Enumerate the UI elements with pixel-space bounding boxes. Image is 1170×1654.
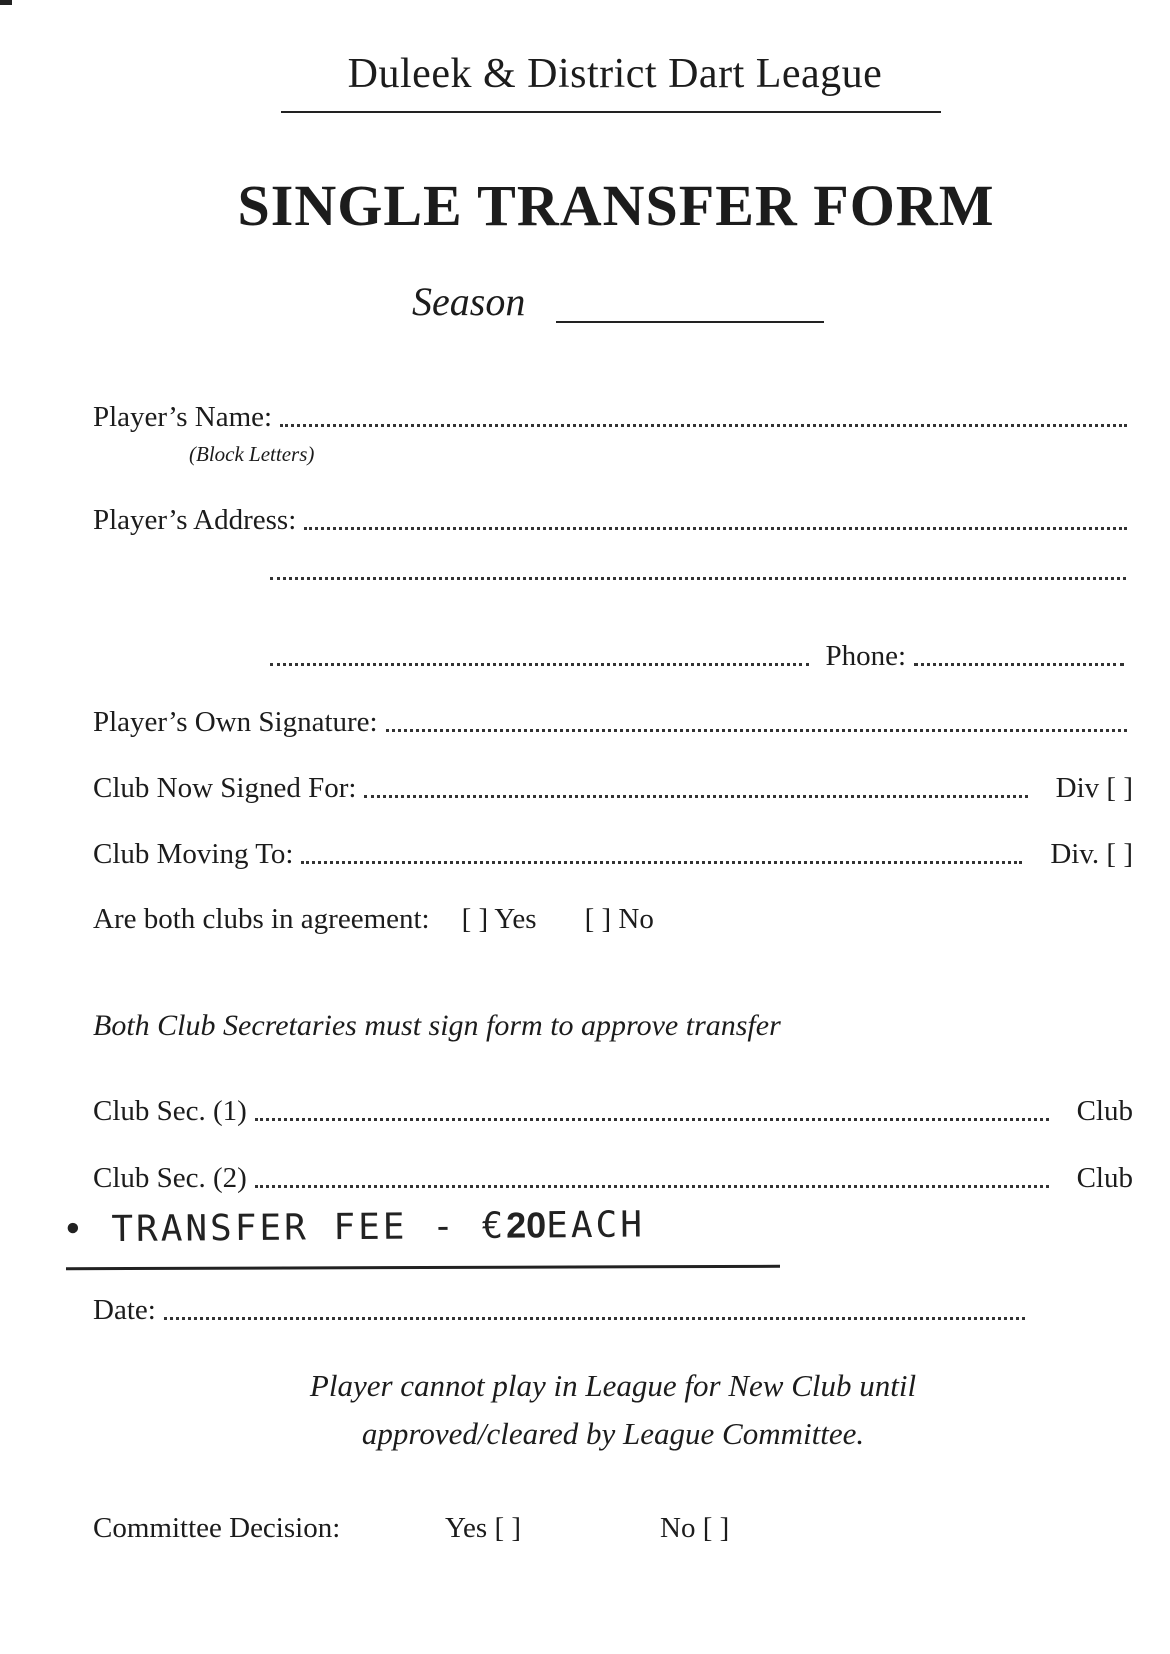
club-moving-label: Club Moving To: [93, 838, 294, 870]
block-letters-note: (Block Letters) [189, 442, 315, 466]
phone-label: Phone: [825, 640, 906, 672]
club-now-row [93, 771, 1133, 805]
player-name-label: Player’s Name: [93, 401, 273, 433]
season-field[interactable] [556, 321, 824, 323]
club-now-label: Club Now Signed For: [93, 772, 357, 804]
club-now-field[interactable] [364, 791, 1027, 798]
agreement-yes-checkbox[interactable]: [ ] Yes [461, 903, 537, 935]
signature-label: Player’s Own Signature: [93, 706, 378, 738]
agreement-label: Are both clubs in agreement: [93, 903, 430, 935]
player-address-label: Player’s Address: [93, 504, 297, 536]
league-name: Duleek & District Dart League [347, 51, 883, 97]
approval-note-line-2: approved/cleared by League Committee. [361, 1416, 865, 1451]
bullet-dot-icon: • [61, 1209, 87, 1251]
handwritten-fee-note [62, 1203, 645, 1250]
club-sec-2-club: Club [1076, 1162, 1133, 1194]
player-name-row [93, 400, 1133, 434]
player-address-field-3[interactable] [270, 659, 809, 666]
club-sec-1-field[interactable] [255, 1114, 1049, 1121]
agreement-row [93, 903, 654, 936]
signature-row [93, 705, 1133, 739]
player-name-field[interactable] [280, 420, 1127, 427]
agreement-no-checkbox[interactable]: [ ] No [584, 903, 654, 935]
club-now-div[interactable]: Div [ ] [1055, 772, 1133, 804]
date-field[interactable] [164, 1313, 1025, 1320]
approval-note [0, 1362, 1170, 1458]
signature-field[interactable] [386, 725, 1127, 732]
committee-decision-label: Committee Decision: [93, 1512, 341, 1544]
form-title: SINGLE TRANSFER FORM [237, 173, 995, 238]
club-sec-2-row [93, 1161, 1133, 1195]
fee-note-suffix: EACH [546, 1204, 646, 1247]
secretaries-note: Both Club Secretaries must sign form to approve transfer [93, 1009, 781, 1042]
handwritten-underline [66, 1265, 780, 1270]
approval-note-line-1: Player cannot play in League for New Club until [309, 1368, 917, 1403]
committee-no-checkbox[interactable]: No [ ] [660, 1512, 730, 1544]
club-moving-div[interactable]: Div. [ ] [1050, 838, 1133, 870]
fee-amount: 20 [505, 1204, 547, 1246]
date-label: Date: [93, 1294, 156, 1326]
committee-yes-checkbox[interactable]: Yes [ ] [445, 1512, 522, 1544]
club-sec-1-label: Club Sec. (1) [93, 1095, 247, 1127]
season-label: Season [412, 279, 526, 324]
date-row [93, 1293, 1031, 1327]
club-sec-2-field[interactable] [255, 1181, 1049, 1188]
phone-field[interactable] [914, 659, 1124, 666]
league-name-underline [281, 111, 941, 113]
club-sec-1-row [93, 1094, 1133, 1128]
club-sec-2-label: Club Sec. (2) [93, 1162, 247, 1194]
address-phone-row [270, 639, 1130, 673]
club-moving-field[interactable] [301, 857, 1022, 864]
club-moving-row [93, 837, 1133, 871]
player-address-field-1[interactable] [304, 523, 1127, 530]
club-sec-1-club: Club [1076, 1095, 1133, 1127]
player-address-field-2[interactable] [270, 573, 1126, 580]
scan-corner-mark [0, 0, 12, 5]
fee-note-prefix: TRANSFER FEE - € [111, 1205, 507, 1251]
player-address-row-2 [270, 573, 1132, 587]
player-address-row [93, 503, 1133, 537]
